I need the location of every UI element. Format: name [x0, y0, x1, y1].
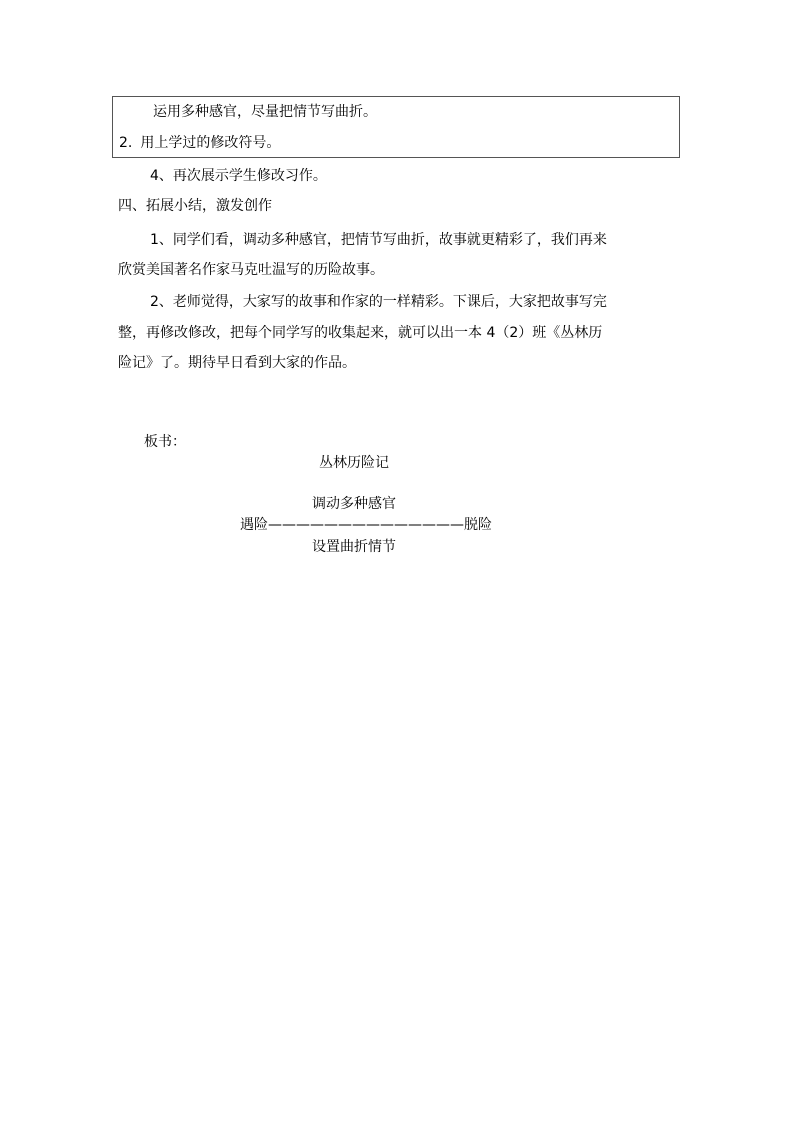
item-2-line-2: 整，再修改修改，把每个同学写的收集起来，就可以出一本 4（2）班《丛林历	[118, 325, 603, 341]
bordered-note-box	[112, 96, 680, 158]
item-2-line-3: 险记》了。期待早日看到大家的作品。	[118, 355, 356, 371]
step-4-text: 4、再次展示学生修改习作。	[150, 168, 327, 184]
section-4-heading: 四、拓展小结，激发创作	[118, 198, 272, 214]
item-2-line-1: 2、老师觉得，大家写的故事和作家的一样精彩。下课后，大家把故事写完	[150, 294, 607, 310]
item-1-line-2: 欣赏美国著名作家马克吐温写的历险故事。	[118, 262, 384, 278]
board-title: 丛林历险记	[319, 455, 389, 471]
box-line-revision-symbols	[119, 133, 280, 153]
board-bottom-text: 设置曲折情节	[312, 539, 396, 555]
list-number: 2.	[119, 135, 133, 151]
board-top-text: 调动多种感官	[312, 496, 396, 512]
item-1-line-1: 1、同学们看，调动多种感官，把情节写曲折，故事就更精彩了，我们再来	[150, 232, 607, 248]
box-line-senses: 运用多种感官，尽量把情节写曲折。	[153, 104, 377, 120]
board-middle-text: 遇险——————————————脱险	[240, 517, 492, 533]
board-label: 板书：	[144, 434, 186, 450]
list-text: 用上学过的修改符号。	[140, 135, 281, 151]
